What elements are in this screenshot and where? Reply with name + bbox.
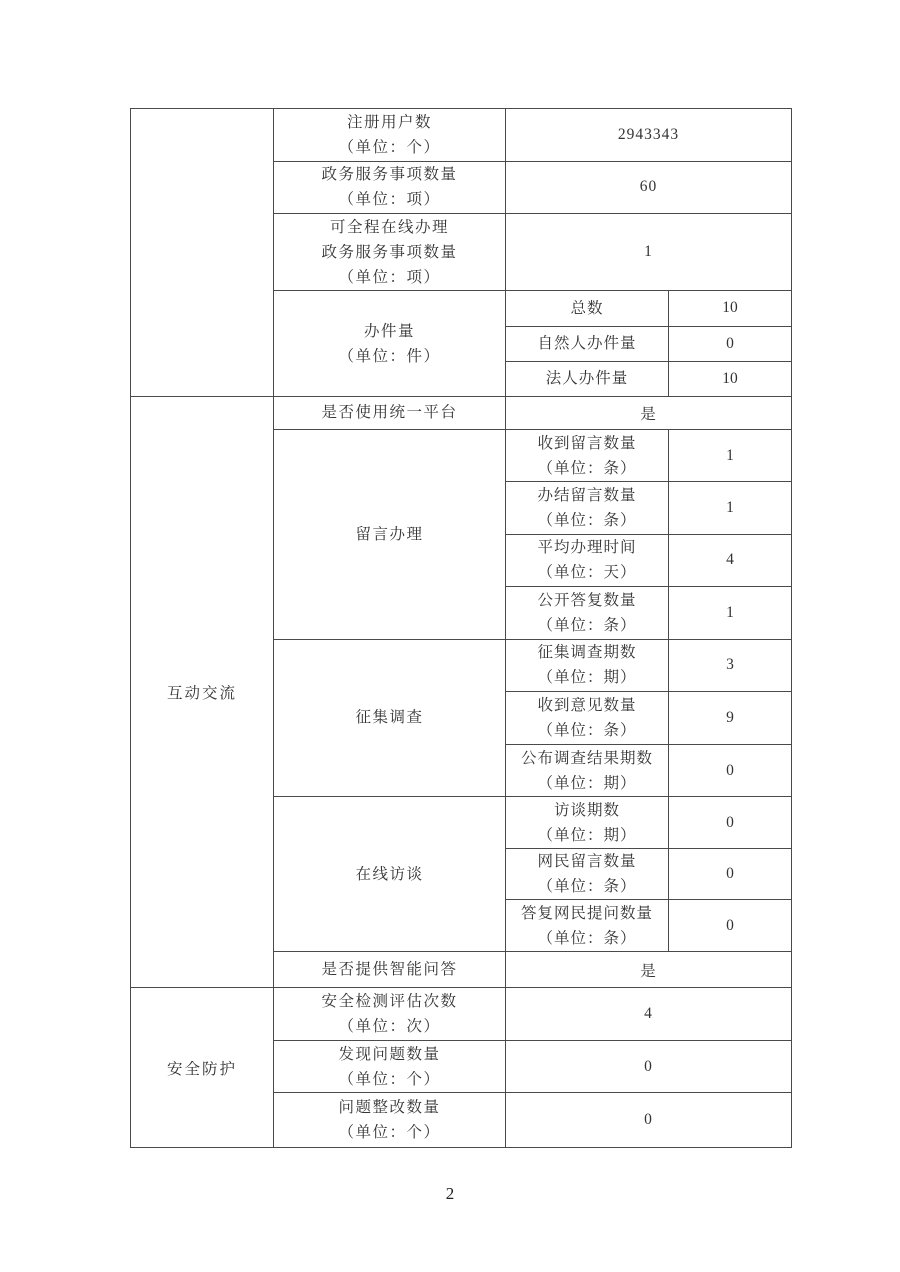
table-row <box>274 109 791 162</box>
unit-label: （单位：条） <box>537 929 637 947</box>
value-cell: 0 <box>644 1111 653 1128</box>
item-label: 在线访谈 <box>355 865 424 883</box>
item-label: 安全检测评估次数 <box>321 993 458 1010</box>
table-subrow <box>506 587 791 638</box>
unit-label: （单位：期） <box>537 774 637 792</box>
table-subrow <box>506 900 791 951</box>
item-label: 是否提供智能问答 <box>321 961 458 979</box>
table-subrow <box>506 430 791 482</box>
table-subrow <box>506 482 791 534</box>
item-label: 可全程在线办理 <box>329 218 449 236</box>
sub-label: 收到意见数量 <box>537 696 637 714</box>
table-row <box>274 640 791 798</box>
table-row <box>274 214 791 292</box>
sub-label: 征集调查期数 <box>537 644 637 662</box>
table-row <box>274 1093 791 1147</box>
sub-label-cell <box>506 692 669 744</box>
item-label: 是否使用统一平台 <box>321 404 458 422</box>
value-cell: 0 <box>726 334 734 352</box>
value-cell: 10 <box>722 369 738 387</box>
item-label: 政务服务事项数量 <box>321 166 458 184</box>
value-cell: 3 <box>726 656 734 674</box>
item-label-cell <box>274 952 506 987</box>
value-cell: 60 <box>639 178 658 196</box>
sub-label-cell <box>506 640 669 692</box>
unit-label: （单位：项） <box>338 191 441 209</box>
category-cell-empty <box>131 109 274 396</box>
item-label: 办件量 <box>363 322 415 340</box>
table-row <box>274 162 791 214</box>
table-subrow <box>506 535 791 587</box>
sub-label: 办结留言数量 <box>537 487 637 505</box>
sub-label: 公布调查结果期数 <box>520 749 653 767</box>
value-cell: 0 <box>644 1057 653 1075</box>
table-row <box>274 430 791 640</box>
value-cell: 2943343 <box>617 125 680 143</box>
value-cell: 0 <box>726 916 734 934</box>
unit-label: （单位：条） <box>537 512 637 530</box>
table-section-services <box>131 109 791 397</box>
sub-label-cell <box>506 535 669 586</box>
unit-label: （单位：期） <box>537 669 637 687</box>
table-subrow <box>506 640 791 693</box>
value-cell: 9 <box>726 708 734 726</box>
page-number: 2 <box>445 1184 455 1203</box>
item-label: 发现问题数量 <box>338 1045 441 1063</box>
item-label-cell <box>274 797 506 951</box>
table-subrow <box>506 362 791 396</box>
sub-label-cell <box>506 797 669 848</box>
item-label-cell <box>274 430 506 639</box>
sub-label: 答复网民提问数量 <box>520 904 653 922</box>
sub-label-cell <box>506 849 669 900</box>
value-cell: 1 <box>726 499 734 517</box>
item-label: 征集调查 <box>355 709 424 727</box>
sub-label-cell <box>506 482 669 533</box>
value-cell: 0 <box>726 761 734 779</box>
sub-label-cell: 总数 <box>506 291 669 325</box>
unit-label: （单位：件） <box>338 347 441 365</box>
sub-label: 访谈期数 <box>553 801 620 819</box>
item-label-cell <box>274 214 506 291</box>
item-label-cell <box>274 988 506 1040</box>
table-subrow <box>506 327 791 362</box>
table-row <box>274 291 791 396</box>
item-label: 问题整改数量 <box>338 1099 441 1116</box>
unit-label: （单位：期） <box>537 826 637 844</box>
table-row <box>274 1041 791 1093</box>
item-label-cell <box>274 162 506 213</box>
table-row <box>274 988 791 1041</box>
value-cell: 是 <box>640 405 657 423</box>
unit-label: （单位：天） <box>537 564 637 582</box>
unit-label: （单位：个） <box>338 1124 441 1141</box>
category-cell: 互动交流 <box>131 397 274 987</box>
unit-label: （单位：项） <box>338 268 441 286</box>
sub-label: 公开答复数量 <box>537 591 637 609</box>
item-label: 注册用户数 <box>346 113 432 131</box>
table-subrow <box>506 291 791 326</box>
unit-label: （单位：次） <box>338 1018 441 1035</box>
sub-label-cell: 自然人办件量 <box>506 327 669 361</box>
sub-label-cell <box>506 745 669 797</box>
item-label-cell <box>274 1093 506 1147</box>
value-cell: 10 <box>722 299 738 317</box>
table-row <box>274 797 791 952</box>
sub-label: 收到留言数量 <box>537 434 637 452</box>
item-label: 政务服务事项数量 <box>321 243 458 261</box>
item-label-cell <box>274 640 506 797</box>
sub-label: 网民留言数量 <box>537 853 637 871</box>
sub-label-cell: 法人办件量 <box>506 362 669 396</box>
unit-label: （单位：个） <box>338 138 441 156</box>
table-subrow <box>506 797 791 849</box>
unit-label: （单位：条） <box>537 459 637 477</box>
table-subrow <box>506 849 791 901</box>
value-cell: 1 <box>644 243 653 260</box>
table-row <box>274 397 791 430</box>
value-cell: 0 <box>726 865 734 883</box>
sub-label-cell <box>506 430 669 481</box>
table-row <box>274 952 791 987</box>
table-section-interaction <box>131 397 791 988</box>
table-subrow <box>506 692 791 745</box>
value-cell: 0 <box>726 813 734 831</box>
category-cell: 安全防护 <box>131 988 274 1147</box>
value-cell: 是 <box>640 962 657 980</box>
item-label-cell <box>274 1041 506 1092</box>
value-cell: 1 <box>726 603 734 621</box>
unit-label: （单位：个） <box>338 1070 441 1088</box>
table-subrow <box>506 745 791 797</box>
value-cell: 1 <box>726 446 734 464</box>
item-label-cell <box>274 109 506 161</box>
sub-label-cell <box>506 900 669 951</box>
item-label: 留言办理 <box>355 525 424 543</box>
sub-label: 平均办理时间 <box>537 539 637 557</box>
value-cell: 4 <box>644 1005 653 1022</box>
item-label-cell <box>274 397 506 429</box>
unit-label: （单位：条） <box>537 721 637 739</box>
sub-label-cell <box>506 587 669 638</box>
table-section-security <box>131 988 791 1147</box>
unit-label: （单位：条） <box>537 616 637 634</box>
value-cell: 4 <box>726 551 734 569</box>
item-label-cell <box>274 291 506 396</box>
report-table <box>130 108 792 1148</box>
unit-label: （单位：条） <box>537 878 637 896</box>
